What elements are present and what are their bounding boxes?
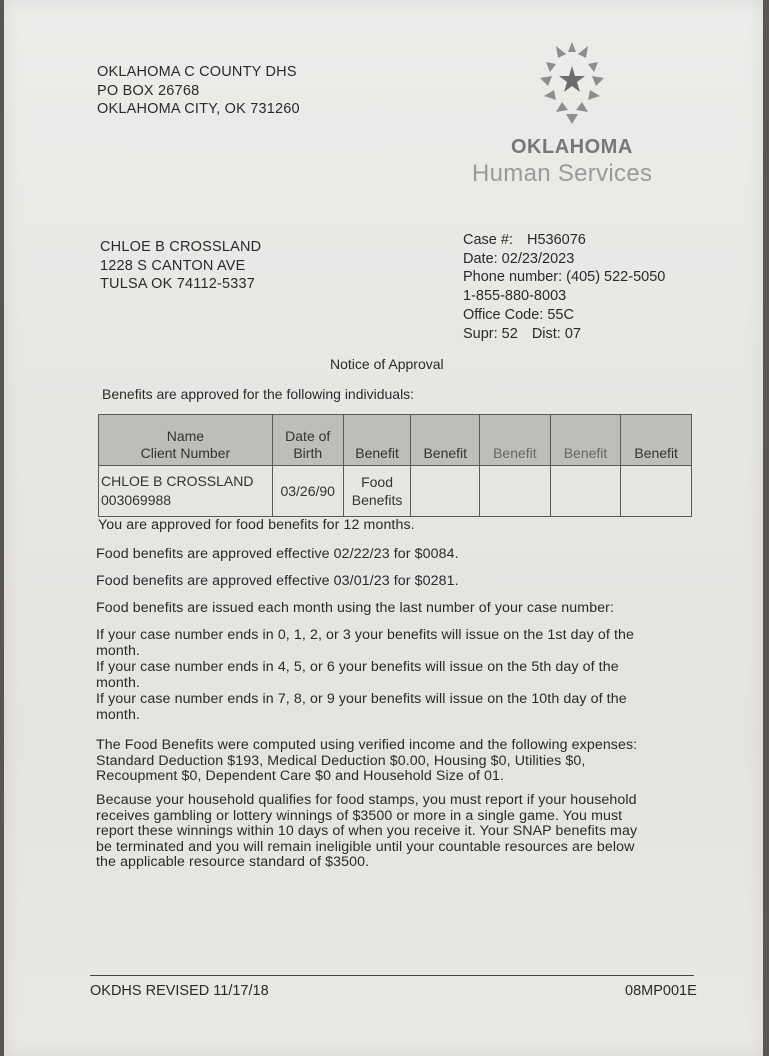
supervisor-code: Supr: 52 (463, 325, 518, 342)
footer-divider (90, 975, 694, 976)
header-benefit-1: Benefit (343, 415, 411, 466)
reporting-line-2: receives gambling or lottery winnings of $3500 or more in a single game. You must (96, 807, 623, 824)
benefits-table (98, 414, 692, 517)
cell-benefit-4 (550, 466, 621, 517)
cell-dob: 03/26/90 (272, 466, 343, 517)
notice-title: Notice of Approval (330, 356, 444, 372)
issuance-intro: Food benefits are issued each month using the last number of your case number: (96, 600, 615, 616)
issuance-rule-1-line-2: month. (96, 642, 140, 659)
reporting-paragraph (96, 793, 637, 871)
case-number: H536076 (526, 232, 586, 248)
computation-line-1: The Food Benefits were computed using verified income and the following expenses: (96, 737, 638, 753)
approval-effective-1: Food benefits are approved effective 02/22/23 for $0084. (96, 546, 459, 562)
toll-free-number: 1-855-880-8003 (463, 288, 567, 305)
recipient-address (100, 238, 261, 294)
office-code: Office Code: 55C (463, 306, 574, 323)
approval-period-text: You are approved for food benefits for 12 months. (98, 517, 415, 533)
reporting-line-1: Because your household qualifies for food stamps, you must report if your household (96, 792, 637, 808)
client-name: CHLOE B CROSSLAND (101, 473, 254, 489)
issuance-rule-1 (96, 628, 634, 659)
header-name (99, 415, 273, 466)
header-benefit-2: Benefit (411, 415, 480, 466)
benefit-line-1: Food (361, 474, 393, 490)
footer-revision: OKDHS REVISED 11/17/18 (90, 983, 269, 999)
oklahoma-star-logo-icon (526, 38, 618, 130)
header-dob-line-1: Date of (285, 428, 331, 444)
issuance-rule-3 (96, 692, 627, 723)
issuance-rule-2 (96, 660, 619, 691)
approval-effective-2: Food benefits are approved effective 03/01/23 for $0281. (96, 573, 459, 589)
computation-line-3: Recoupment $0, Dependent Care $0 and Household Size of 01. (96, 768, 505, 784)
computation-paragraph (96, 738, 637, 785)
computation-line-2: Standard Deduction $193, Medical Deduction $0.00, Housing $0, Utilities $0, (96, 752, 586, 769)
client-number: 003069988 (101, 492, 172, 508)
sender-line-1: OKLAHOMA C COUNTY DHS (97, 64, 297, 80)
sender-address (97, 63, 300, 119)
header-dob (272, 415, 343, 466)
case-info (463, 231, 665, 343)
sender-line-2: PO BOX 26768 (97, 82, 200, 99)
reporting-line-3: report these winnings within 10 days of when you receive it. Your SNAP benefits may (96, 823, 638, 839)
issuance-rule-3-line-2: month. (96, 706, 140, 723)
table-row (99, 466, 692, 517)
cell-benefit-1 (343, 466, 411, 517)
header-name-line-2: Client Number (140, 445, 231, 461)
supervisor-district-line (463, 325, 665, 344)
issuance-rule-3-line-1: If your case number ends in 7, 8, or 9 your benefits will issue on the 10th day of the (96, 691, 627, 707)
brand-name-human-services: Human Services (472, 160, 653, 187)
recipient-line-3: TULSA OK 74112-5337 (100, 276, 256, 292)
cell-benefit-3 (480, 466, 551, 517)
issuance-rule-2-line-2: month. (96, 674, 140, 691)
cell-benefit-5 (621, 466, 692, 517)
recipient-line-2: 1228 S CANTON AVE (100, 257, 246, 274)
header-benefit-3: Benefit (480, 415, 551, 466)
cell-client (99, 466, 273, 517)
document-page (4, 0, 763, 1056)
case-number-line (463, 231, 665, 250)
cell-benefit-2 (411, 466, 480, 517)
table-header-row (99, 415, 692, 466)
sender-line-3: OKLAHOMA CITY, OK 731260 (97, 101, 300, 117)
phone-number: Phone number: (405) 522-5050 (463, 269, 666, 286)
district-code: Dist: 07 (531, 325, 581, 342)
footer-form-code: 08MP001E (625, 983, 697, 999)
recipient-line-1: CHLOE B CROSSLAND (100, 239, 262, 255)
header-name-line-1: Name (166, 428, 205, 444)
issuance-rule-1-line-1: If your case number ends in 0, 1, 2, or 3 your benefits will issue on the 1st day of the (96, 627, 634, 643)
benefit-line-2: Benefits (351, 492, 403, 508)
header-benefit-5: Benefit (621, 415, 692, 466)
intro-text: Benefits are approved for the following individuals: (102, 386, 415, 402)
issuance-rule-2-line-1: If your case number ends in 4, 5, or 6 your benefits will issue on the 5th day of the (96, 659, 619, 675)
brand-name-oklahoma: OKLAHOMA (511, 136, 633, 158)
header-dob-line-2: Birth (293, 445, 323, 461)
header-benefit-4: Benefit (550, 415, 621, 466)
case-label: Case #: (463, 232, 513, 248)
reporting-line-4: be terminated and you will remain ineligible until your countable resources are below (96, 838, 635, 855)
reporting-line-5: the applicable resource standard of $3500. (96, 854, 370, 870)
notice-date: Date: 02/23/2023 (463, 250, 575, 267)
